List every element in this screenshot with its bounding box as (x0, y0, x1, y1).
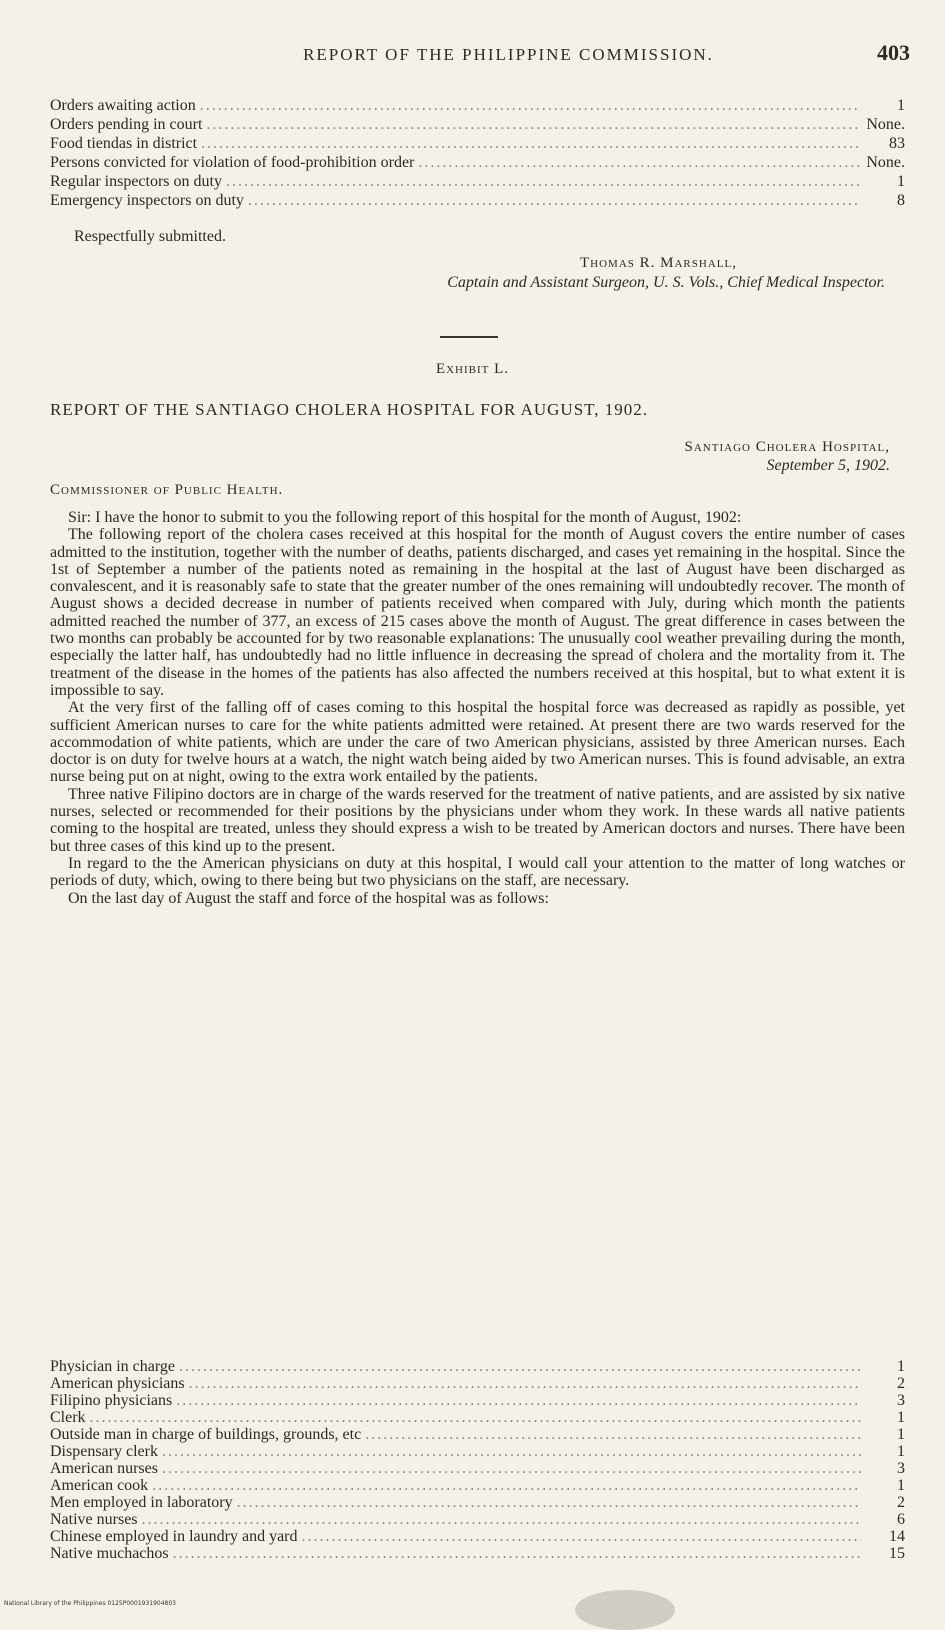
inspection-ledger (50, 96, 905, 210)
report-title: REPORT OF THE SANTIAGO CHOLERA HOSPITAL FOR AUGUST, 1902. (50, 400, 649, 419)
ledger-label: Clerk (50, 1409, 86, 1426)
ledger-label: Chinese employed in laundry and yard (50, 1528, 298, 1545)
leader-dots (365, 1426, 861, 1443)
ledger-label: Outside man in charge of buildings, grounds, etc (50, 1426, 362, 1443)
leader-dots (189, 1375, 861, 1392)
report-body (50, 509, 905, 907)
ledger-label: Orders awaiting action (50, 97, 196, 114)
ledger-value: 1 (897, 173, 905, 190)
ledger-label: Physician in charge (50, 1358, 176, 1375)
scan-smudge (575, 1590, 675, 1630)
ledger-row (50, 153, 905, 172)
ledger-row (50, 1392, 905, 1409)
ledger-label: Men employed in laboratory (50, 1494, 233, 1511)
leader-dots (90, 1409, 861, 1426)
staff-ledger (50, 1358, 905, 1562)
page-number: 403 (877, 40, 910, 65)
signature-title: Captain and Assistant Surgeon, U. S. Vols., Chief Medical Inspector. (447, 274, 885, 291)
letterhead-date: September 5, 1902. (766, 457, 890, 474)
ledger-value: 3 (897, 1392, 905, 1409)
leader-dots (248, 191, 861, 210)
signature-name: Thomas R. Marshall, (580, 255, 737, 271)
scan-watermark: National Library of the Philippines 0125P0001931904803 (4, 1600, 176, 1607)
addressee: Commissioner of Public Health. (50, 482, 284, 498)
ledger-label: Dispensary clerk (50, 1443, 158, 1460)
ledger-row (50, 96, 905, 115)
ledger-value: 1 (897, 1477, 905, 1494)
ledger-row (50, 1443, 905, 1460)
ledger-value: None. (866, 154, 905, 171)
ledger-value: 2 (897, 1494, 905, 1511)
ledger-value: 14 (889, 1528, 905, 1545)
ledger-row (50, 115, 905, 134)
ledger-row (50, 1460, 905, 1477)
ledger-row (50, 1477, 905, 1494)
ledger-row (50, 1375, 905, 1392)
ledger-value: 1 (897, 1358, 905, 1375)
ledger-row (50, 134, 905, 153)
body-paragraph: Sir: I have the honor to submit to you the following report of this hospital for the month of August, 1902: (68, 509, 742, 526)
leader-dots (176, 1392, 861, 1409)
leader-dots (162, 1460, 861, 1477)
ledger-row (50, 1426, 905, 1443)
ledger-label: Native muchachos (50, 1545, 169, 1562)
ledger-label: Food tiendas in district (50, 135, 198, 152)
ledger-value: 15 (889, 1545, 905, 1562)
ledger-label: Persons convicted for violation of food-prohibition order (50, 154, 415, 171)
ledger-row (50, 191, 905, 210)
body-paragraph: In regard to the the American physicians on duty at this hospital, I would call your attention to the matter of long watches or periods of duty, which, owing to there being but two physicians on the staff, are necessary. (50, 854, 905, 890)
ledger-label: American nurses (50, 1460, 158, 1477)
ledger-row (50, 172, 905, 191)
ledger-row (50, 1528, 905, 1545)
running-title: REPORT OF THE PHILIPPINE COMMISSION. (303, 45, 714, 64)
section-divider (440, 336, 498, 338)
leader-dots (142, 1511, 861, 1528)
leader-dots (179, 1358, 861, 1375)
ledger-label: Native nurses (50, 1511, 138, 1528)
ledger-value: 3 (897, 1460, 905, 1477)
leader-dots (302, 1528, 862, 1545)
ledger-value: 1 (897, 1426, 905, 1443)
ledger-label: American cook (50, 1477, 149, 1494)
leader-dots (206, 115, 861, 134)
ledger-row (50, 1545, 905, 1562)
leader-dots (226, 172, 861, 191)
body-paragraph: The following report of the cholera cases received at this hospital for the month of August covers the entire number of cases admitted to the institution, together with the number of deaths, patients discharged, and cases yet remaining in the hospital. Since the 1st of September a number of the patients noted as remaining in the hospital at the last of August have been discharged as convalescent, and it is reasonably safe to state that the greater number of the ones remaining will undoubtedly recover. The month of August shows a decided decrease in number of patients received when compared with July, during which month the patients admitted reached the number of 377, an excess of 215 cases above the month of August. The great difference in cases between the two months can probably be accounted for by two reasonable explanations: The unusually cool weather prevailing during the month, especially the latter half, has undoubtedly had no little influence in decreasing the spread of cholera and the mortality from it. The treatment of the disease in the homes of the patients has also affected the numbers received at this hospital, but to what extent it is impossible to say. (50, 526, 905, 699)
leader-dots (201, 134, 861, 153)
ledger-value: 6 (897, 1511, 905, 1528)
ledger-value: 8 (897, 192, 905, 209)
running-header (50, 40, 910, 66)
ledger-label: Orders pending in court (50, 116, 203, 133)
leader-dots (152, 1477, 861, 1494)
ledger-label: Emergency inspectors on duty (50, 192, 244, 209)
letterhead-place: Santiago Cholera Hospital, (684, 439, 890, 455)
ledger-value: 83 (889, 135, 905, 152)
leader-dots (173, 1545, 861, 1562)
leader-dots (200, 96, 861, 115)
ledger-value: 1 (897, 97, 905, 114)
ledger-value: 1 (897, 1443, 905, 1460)
ledger-label: American physicians (50, 1375, 185, 1392)
leader-dots (418, 153, 861, 172)
ledger-row (50, 1511, 905, 1528)
ledger-value: 1 (897, 1409, 905, 1426)
body-paragraph: On the last day of August the staff and force of the hospital was as follows: (68, 889, 549, 907)
ledger-row (50, 1409, 905, 1426)
exhibit-label: Exhibit L. (435, 361, 510, 377)
body-paragraph: Three native Filipino doctors are in charge of the wards reserved for the treatment of native patients, and are assisted by six native nurses, selected or recommended for their positions by the physicians under whom they work. In these wards all native patients coming to the hospital are treated, unless they should express a wish to be treated by American doctors and nurses. There have been but three cases of this kind up to the present. (50, 785, 905, 855)
body-paragraph: At the very first of the falling off of cases coming to this hospital the hospital force was decreased as rapidly as possible, yet sufficient American nurses to care for the white patients admitted were retained. At present there are two wards reserved for the accommodation of white patients, which are under the care of two American physicians, assisted by three American nurses. Each doctor is on duty for twelve hours at a watch, the night watch being aided by two American nurses. This is found advisable, an extra nurse being put on at night, owing to the extra work entailed by the patients. (50, 699, 905, 786)
ledger-row (50, 1494, 905, 1511)
closing-line: Respectfully submitted. (74, 228, 226, 245)
leader-dots (237, 1494, 861, 1511)
ledger-label: Regular inspectors on duty (50, 173, 222, 190)
ledger-value: None. (866, 116, 905, 133)
ledger-row (50, 1358, 905, 1375)
ledger-value: 2 (897, 1375, 905, 1392)
leader-dots (162, 1443, 861, 1460)
ledger-label: Filipino physicians (50, 1392, 173, 1409)
